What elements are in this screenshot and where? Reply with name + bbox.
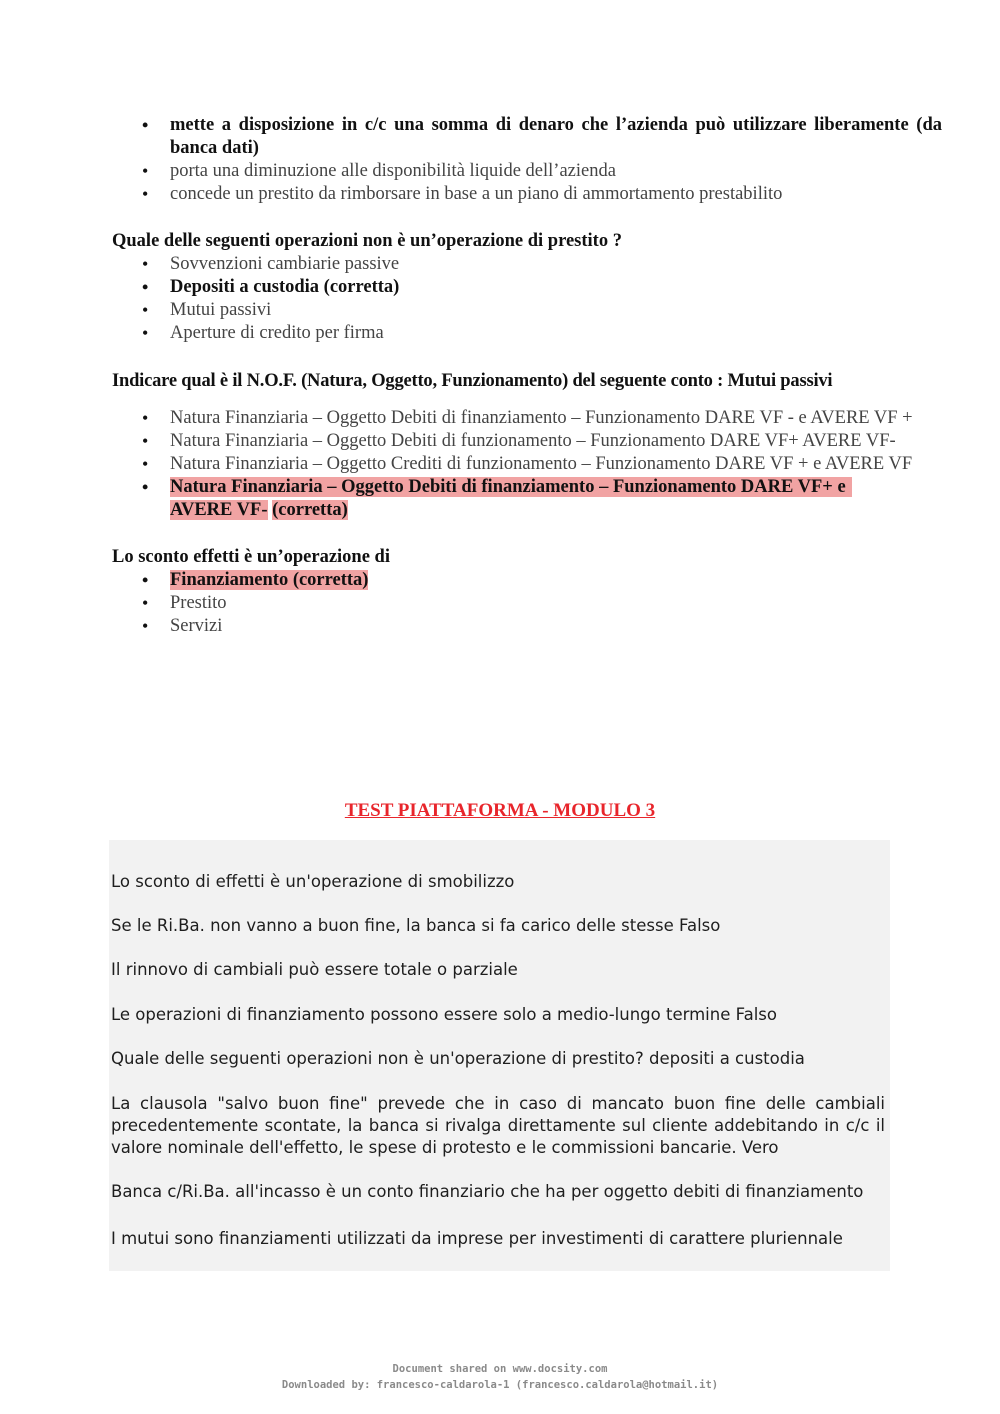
option-correct	[112, 476, 972, 522]
question-heading: Lo sconto effetti è un’operazione di	[112, 547, 390, 567]
option: • Sovvenzioni cambiarie passive	[112, 253, 399, 276]
option-correct	[112, 569, 368, 592]
option: • mette a disposizione in c/c una somma di denaro che l’azienda può utilizzare liberamente (da banca dati)	[112, 114, 942, 160]
test-line: Il rinnovo di cambiali può essere totale o parziale	[111, 960, 518, 979]
test-line: Se le Ri.Ba. non vanno a buon fine, la banca si fa carico delle stesse Falso	[111, 916, 721, 935]
highlighted-text: AVERE VF-	[170, 500, 268, 520]
option: • Servizi	[112, 615, 368, 638]
footer-shared: Document shared on www.docsity.com	[392, 1363, 608, 1375]
highlighted-text: Natura Finanziaria – Oggetto Debiti di finanziamento – Funzionamento DARE VF+ e	[170, 477, 852, 497]
option: • porta una diminuzione alle disponibilità liquide dell’azienda	[112, 160, 942, 183]
option: • Natura Finanziaria – Oggetto Crediti di funzionamento – Funzionamento DARE VF + e AVERE VF	[112, 453, 972, 476]
highlighted-text: (corretta)	[272, 500, 348, 520]
footer-downloaded: Downloaded by: francesco-caldarola-1 (francesco.caldarola@hotmail.it)	[281, 1379, 719, 1391]
option: • Prestito	[112, 592, 368, 615]
section-title: TEST PIATTAFORMA - MODULO 3	[344, 800, 656, 821]
option: • Mutui passivi	[112, 299, 399, 322]
test-line: Le operazioni di finanziamento possono essere solo a medio-lungo termine Falso	[111, 1005, 777, 1024]
option: • concede un prestito da rimborsare in base a un piano di ammortamento prestabilito	[112, 183, 942, 206]
highlighted-text: Finanziamento (corretta)	[170, 570, 369, 590]
test-line: Lo sconto di effetti è un'operazione di smobilizzo	[111, 872, 515, 891]
answer-block-3	[112, 407, 972, 522]
answer-block-4	[112, 569, 368, 638]
option: • Natura Finanziaria – Oggetto Debiti di finanziamento – Funzionamento DARE VF - e AVERE VF +	[112, 407, 972, 430]
answer-block-2	[112, 253, 399, 345]
question-heading: Indicare qual è il N.O.F. (Natura, Oggetto, Funzionamento) del seguente conto : Mutui passivi	[112, 371, 833, 391]
option-correct: • Depositi a custodia (corretta)	[112, 276, 399, 299]
test-line: Banca c/Ri.Ba. all'incasso è un conto finanziario che ha per oggetto debiti di finanziamento	[111, 1182, 864, 1201]
answer-block-1	[112, 114, 942, 206]
option: • Aperture di credito per firma	[112, 322, 399, 345]
test-line: La clausola "salvo buon fine" prevede che in caso di mancato buon fine delle cambiali precedentemente scontate, la banca si rivalga direttamente sul cliente addebitando in c/c il valore nominale dell'effetto, le spese di protesto e le commissioni bancarie. Vero	[111, 1094, 885, 1157]
question-heading: Quale delle seguenti operazioni non è un’operazione di prestito ?	[112, 231, 622, 251]
option: • Natura Finanziaria – Oggetto Debiti di funzionamento – Funzionamento DARE VF+ AVERE VF-	[112, 430, 972, 453]
test-line: Quale delle seguenti operazioni non è un'operazione di prestito? depositi a custodia	[111, 1049, 805, 1068]
test-line: I mutui sono finanziamenti utilizzati da imprese per investimenti di carattere pluriennale	[111, 1229, 843, 1248]
